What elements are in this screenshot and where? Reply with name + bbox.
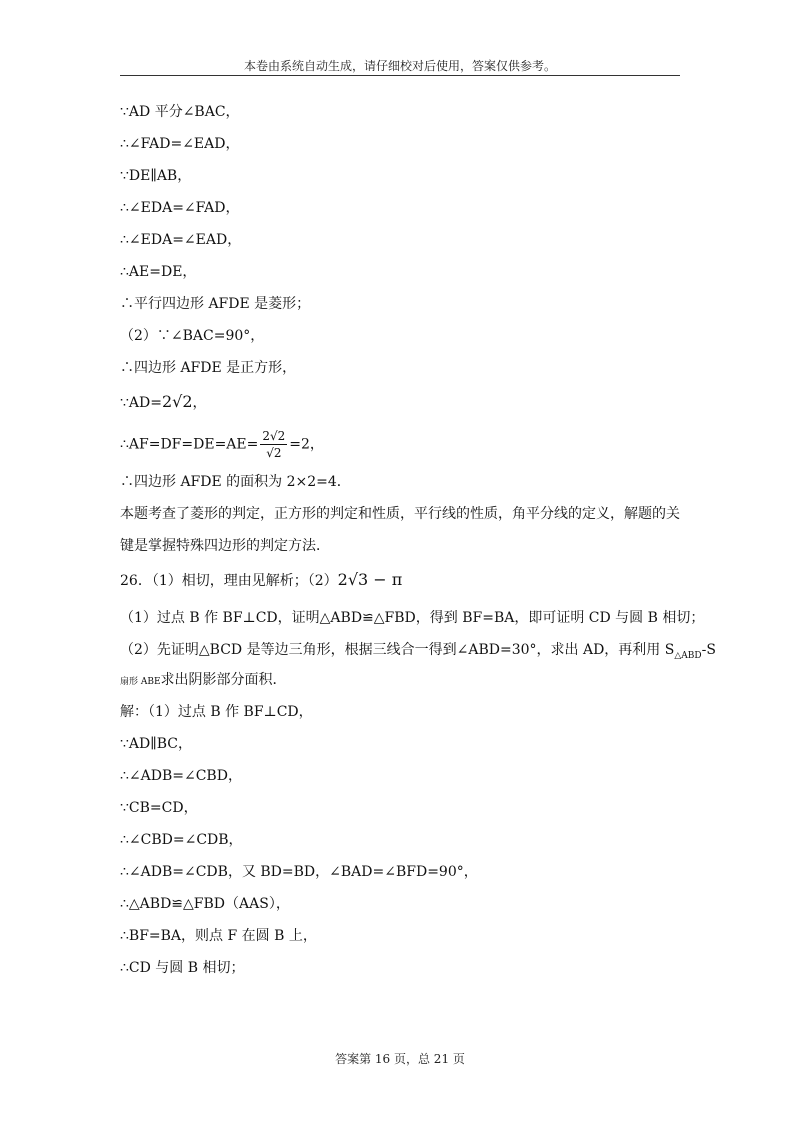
text-line: ∴CD 与圆 B 相切； — [120, 960, 245, 976]
text-line: ∴平行四边形 AFDE 是菱形； — [120, 296, 311, 312]
line-prefix: 26．（1）相切，理由见解析；（2） — [120, 573, 338, 589]
text-line: ∴∠ADB=∠CDB，又 BD=BD，∠BAD=∠BFD=90°， — [120, 864, 478, 880]
text-line: ∴∠ADB=∠CBD， — [120, 768, 242, 784]
math-expression: 2√3 − π — [337, 570, 403, 589]
line-suffix: =2， — [289, 436, 324, 453]
text-line — [120, 428, 324, 461]
text-line: ∴△ABD≌△FBD（AAS）， — [120, 896, 290, 912]
text-line: ∴∠FAD=∠EAD， — [120, 136, 240, 152]
line-prefix: ∵AD= — [120, 395, 162, 411]
text-line: ∵AD∥BC， — [120, 736, 192, 752]
text-line — [120, 392, 207, 413]
page-header: 本卷由系统自动生成，请仔细校对后使用，答案仅供参考。 — [243, 59, 556, 73]
text-line: ∵DE∥AB， — [120, 168, 192, 184]
text-line — [120, 570, 402, 591]
line-suffix: ， — [192, 395, 207, 411]
line-prefix: （2）先证明△BCD 是等边三角形，根据三线合一得到∠ABD=30°，求出 AD，再利用 S — [120, 642, 675, 658]
text-line: ∴四边形 AFDE 是正方形， — [120, 360, 297, 376]
text-line — [120, 670, 287, 692]
text-line: ∴∠EDA=∠FAD， — [120, 200, 240, 216]
text-line: ∴四边形 AFDE 的面积为 2×2=4． — [120, 474, 351, 490]
text-line: 键是掌握特殊四边形的判定方法． — [120, 538, 330, 554]
line-prefix: ∴AF=DF=DE=AE= — [120, 436, 259, 453]
fraction-denominator: √2 — [266, 446, 282, 460]
text-line: ∴∠CBD=∠CDB， — [120, 832, 243, 848]
text-line — [120, 640, 716, 666]
text-line: 解：（1）过点 B 作 BF⊥CD， — [120, 704, 313, 720]
line-suffix: -S — [701, 642, 716, 658]
text-line: ∴BF=BA，则点 F 在圆 B 上， — [120, 928, 317, 944]
line-suffix: 求出阴影部分面积． — [160, 672, 287, 688]
math-expression: 2√2 — [161, 392, 193, 411]
header-rule — [120, 75, 680, 76]
subscript: △ABD — [674, 650, 702, 661]
subscript: 扇形 ABE — [120, 677, 161, 687]
page-footer: 答案第 16 页，总 21 页 — [335, 1052, 465, 1066]
text-line: （1）过点 B 作 BF⊥CD，证明△ABD≌△FBD，得到 BF=BA，即可证明 CD 与圆 B 相切； — [120, 610, 705, 626]
text-line: 本题考查了菱形的判定，正方形的判定和性质，平行线的性质，角平分线的定义，解题的关 — [120, 506, 680, 522]
text-line: ∵CB=CD， — [120, 800, 198, 816]
text-line: ∴∠EDA=∠EAD， — [120, 232, 242, 248]
text-line: ∴AE=DE， — [120, 264, 197, 280]
text-line: （2）∵∠BAC=90°， — [120, 328, 265, 344]
fraction-numerator: 2√2 — [262, 429, 286, 443]
text-line: ∵AD 平分∠BAC， — [120, 104, 240, 120]
fraction — [260, 428, 287, 461]
